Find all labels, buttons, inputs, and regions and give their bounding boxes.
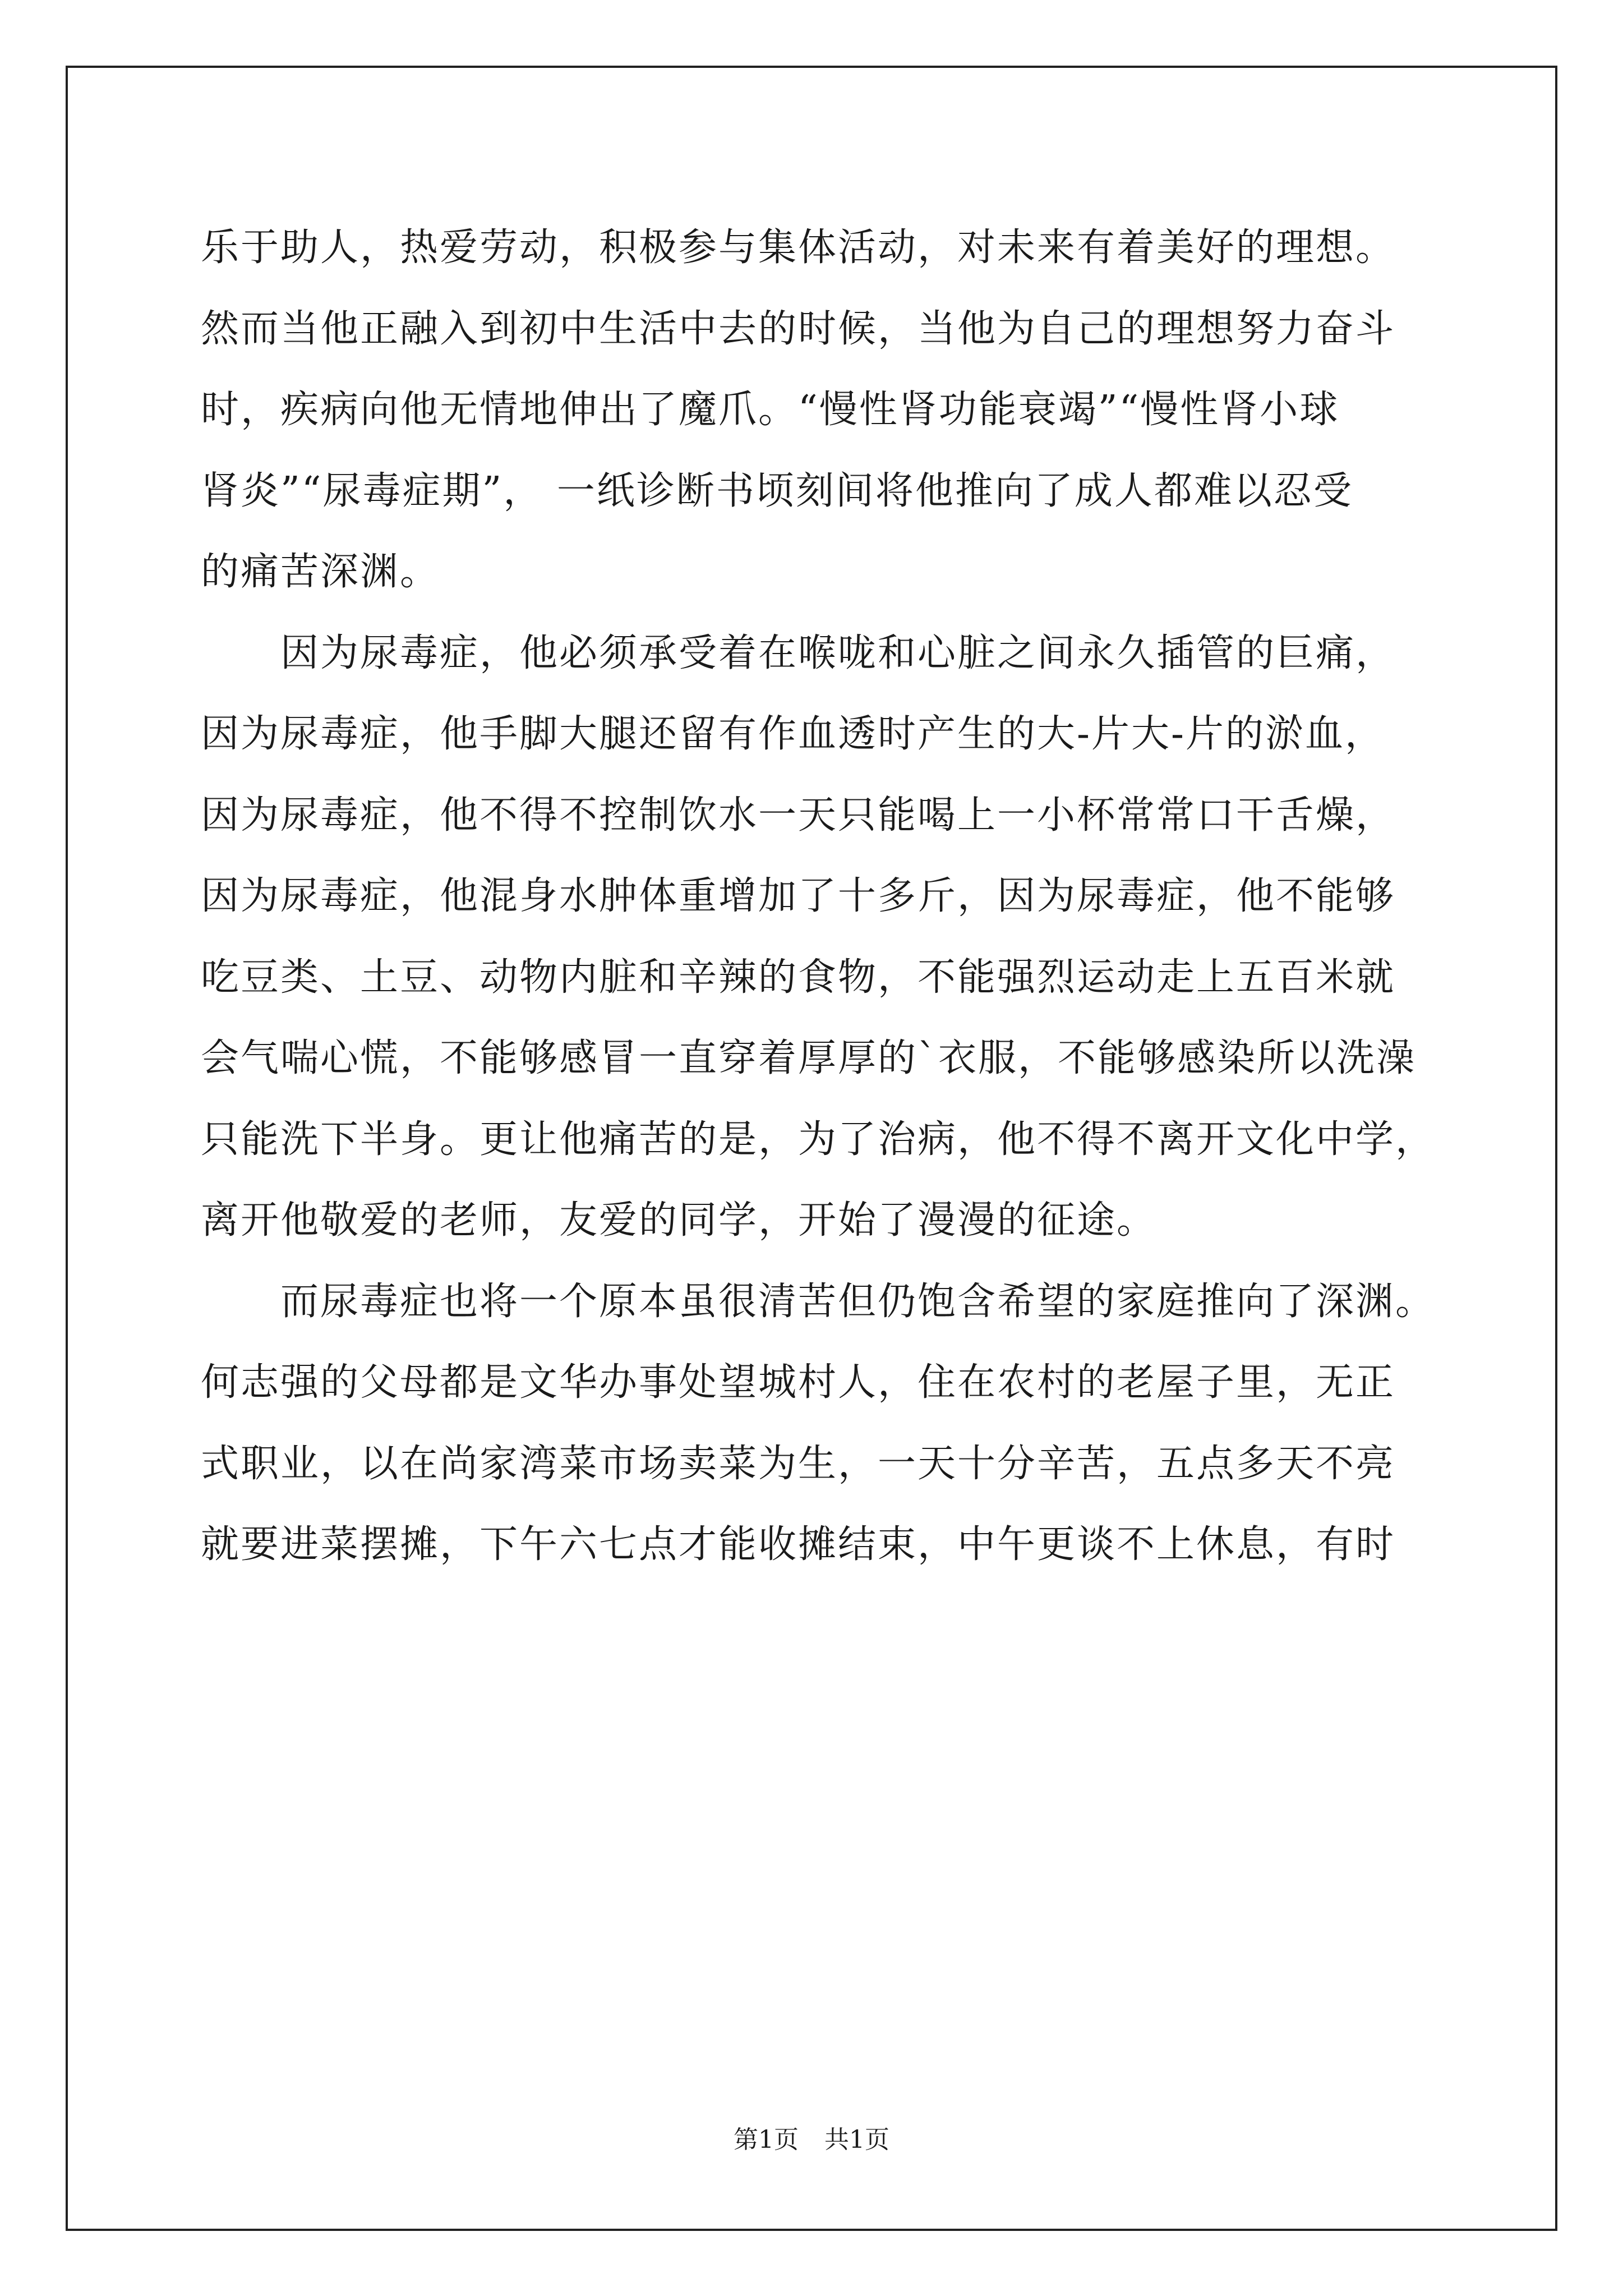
page-total: 共1页 xyxy=(824,2125,889,2154)
text-line: 会气喘心慌，不能够感冒一直穿着厚厚的`衣服，不能够感染所以洗澡 xyxy=(201,1036,1417,1080)
text-line: 因为尿毒症，他混身水肿体重增加了十多斤，因为尿毒症，他不能够 xyxy=(201,874,1396,918)
page-footer xyxy=(0,2125,1623,2154)
text-line: 何志强的父母都是文华办事处望城村人，住在农村的老屋子里，无正 xyxy=(201,1360,1396,1405)
text-line: 吃豆类、土豆、动物内脏和辛辣的食物，不能强烈运动走上五百米就 xyxy=(201,955,1396,1000)
text-line: 因为尿毒症，他手脚大腿还留有作血透时产生的大-片大-片的淤血， xyxy=(201,712,1385,756)
text-line: 只能洗下半身。更让他痛苦的是，为了治病，他不得不离开文化中学， xyxy=(201,1117,1436,1162)
page-number: 第1页 xyxy=(734,2125,799,2154)
text-line: 因为尿毒症，他必须承受着在喉咙和心脏之间永久插管的巨痛， xyxy=(280,631,1396,675)
text-line: 的痛苦深渊。 xyxy=(201,550,440,594)
text-line: 离开他敬爱的老师，友爱的同学，开始了漫漫的征途。 xyxy=(201,1198,1157,1243)
text-line: 而尿毒症也将一个原本虽很清苦但仍饱含希望的家庭推向了深渊。 xyxy=(280,1280,1436,1324)
text-line: 时，疾病向他无情地伸出了魔爪。“慢性肾功能衰竭”“慢性肾小球 xyxy=(201,388,1340,432)
text-line: 乐于助人，热爱劳动，积极参与集体活动，对未来有着美好的理想。 xyxy=(201,226,1396,270)
text-line: 就要进菜摆摊，下午六七点才能收摊结束，中午更谈不上休息，有时 xyxy=(201,1522,1396,1567)
text-line: 因为尿毒症，他不得不控制饮水一天只能喝上一小杯常常口干舌燥， xyxy=(201,793,1396,838)
text-line: 然而当他正融入到初中生活中去的时候，当他为自己的理想努力奋斗 xyxy=(201,307,1396,351)
text-line: 式职业，以在尚家湾菜市场卖菜为生，一天十分辛苦，五点多天不亮 xyxy=(201,1442,1396,1486)
text-line: 肾炎”“尿毒症期”， 一纸诊断书顷刻间将他推向了成人都难以忍受 xyxy=(201,469,1353,513)
